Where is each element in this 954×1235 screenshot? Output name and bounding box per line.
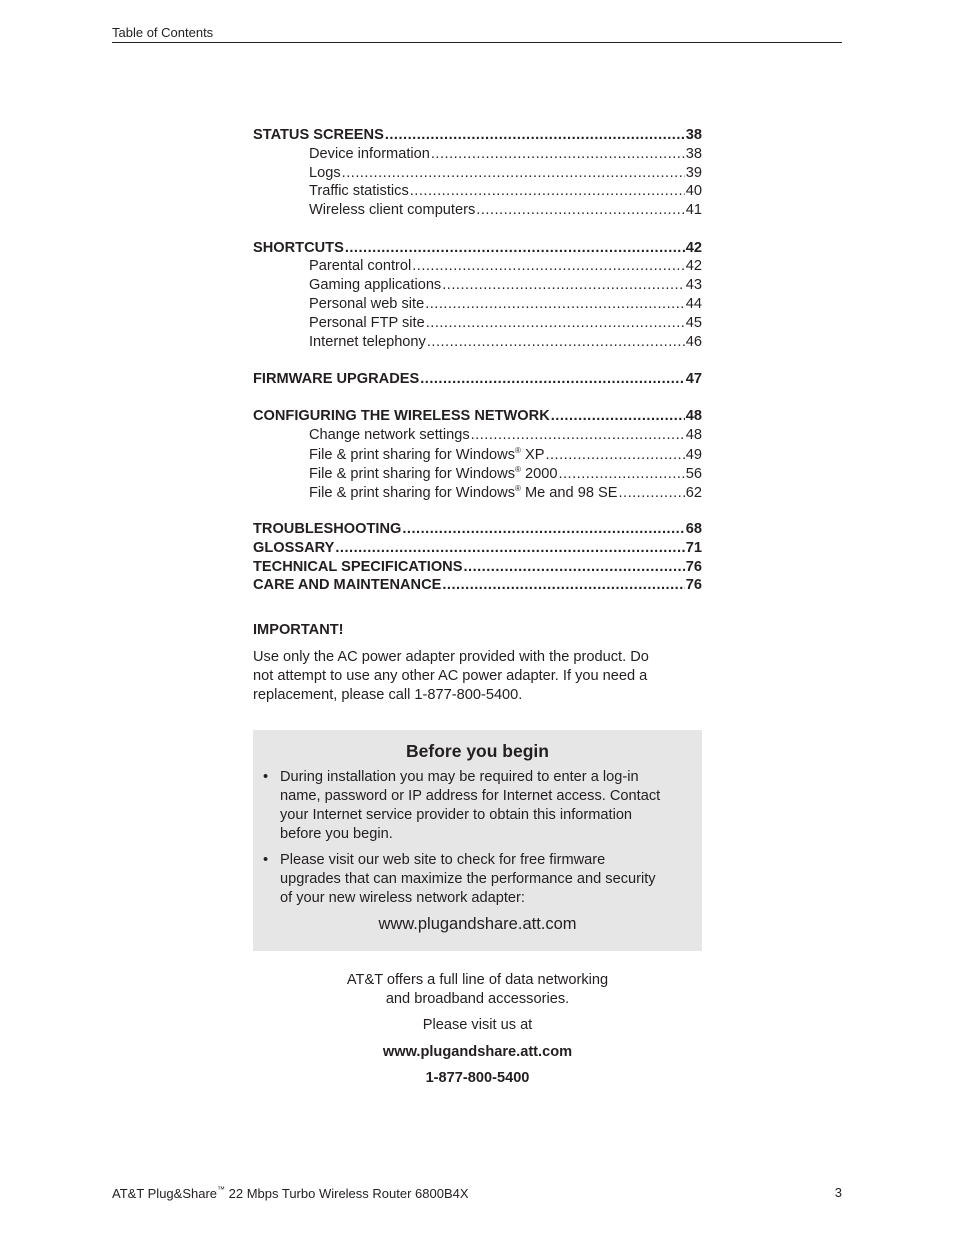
toc-entry-title: Change network settings [309, 427, 470, 444]
toc-entry-title: File & print sharing for Windows® XP [309, 445, 545, 463]
toc-entry-title: Traffic statistics [309, 183, 409, 200]
dot-leader [412, 258, 685, 274]
offer-text-line-1: AT&T offers a full line of data networking [346, 972, 609, 988]
product-name: AT&T Plug&Share™ 22 Mbps Turbo Wireless Router 6800B4X [112, 1185, 469, 1201]
dot-leader [442, 577, 684, 593]
toc-spacer [253, 502, 702, 521]
dot-leader [410, 183, 685, 199]
dot-leader [342, 165, 685, 181]
toc-page-number: 40 [685, 183, 702, 200]
toc-page-number: 46 [685, 333, 702, 350]
toc-page-number: 41 [685, 202, 702, 219]
toc-page-number: 44 [685, 295, 702, 312]
toc-entry-title: TROUBLESHOOTING [253, 520, 402, 537]
page-number: 3 [834, 1185, 842, 1200]
dot-leader [420, 371, 685, 387]
offer-text-line-2: and broadband accessories. [385, 991, 570, 1007]
toc-page-number: 76 [685, 577, 702, 594]
toc-page-number: 62 [685, 484, 702, 501]
dot-leader [385, 127, 685, 143]
dot-leader [545, 447, 684, 463]
toc-section-entry[interactable] [253, 240, 702, 259]
dot-leader [551, 408, 685, 424]
toc-entry-title: TECHNICAL SPECIFICATIONS [253, 558, 463, 575]
toc-entry-title: Device information [309, 145, 430, 162]
toc-subsection-entry[interactable] [253, 258, 702, 277]
toc-section-entry[interactable] [253, 408, 702, 427]
toc-entry-title: File & print sharing for Windows® Me and 98 SE [309, 483, 618, 501]
toc-subsection-entry[interactable] [253, 465, 702, 484]
toc-entry-title: Parental control [309, 258, 412, 275]
toc-entry-title: File & print sharing for Windows® 2000 [309, 464, 558, 482]
toc-subsection-entry[interactable] [253, 484, 702, 503]
dot-leader [463, 559, 684, 575]
toc-subsection-entry[interactable] [253, 277, 702, 296]
dot-leader [558, 466, 684, 482]
bullet-icon: • [263, 852, 269, 868]
visit-text: Please visit us at [422, 1017, 533, 1033]
toc-entry-title: CONFIGURING THE WIRELESS NETWORK [253, 408, 550, 425]
dot-leader [402, 521, 684, 537]
toc-subsection-entry[interactable] [253, 334, 702, 353]
list-item: • Please visit our web site to check for free firmware upgrades that can maximize the performance and security of your new wireless network adapter: [263, 852, 656, 906]
toc-subsection-entry[interactable] [253, 146, 702, 165]
toc-entry-title: GLOSSARY [253, 539, 335, 556]
list-item: • During installation you may be required to enter a log-in name, password or IP address for Internet access. Contact your Internet service provider to obtain this information before you begin. [263, 769, 661, 842]
toc-page-number: 48 [685, 427, 702, 444]
important-text: Use only the AC power adapter provided with the product. Do not attempt to use any other AC power adapter. If you need a replacement, please call 1-877-800-5400. [253, 649, 649, 703]
contact-url: www.plugandshare.att.com [382, 1044, 573, 1060]
table-of-contents [253, 127, 702, 596]
toc-section-entry[interactable] [253, 521, 702, 540]
toc-section-entry[interactable] [253, 127, 702, 146]
dot-leader [426, 315, 685, 331]
toc-section-entry[interactable] [253, 540, 702, 559]
important-heading: IMPORTANT! [253, 622, 344, 638]
toc-page-number: 42 [685, 258, 702, 275]
toc-page-number: 43 [685, 277, 702, 294]
toc-page-number: 38 [685, 145, 702, 162]
toc-entry-title: STATUS SCREENS [253, 127, 384, 143]
toc-entry-title: Wireless client computers [309, 202, 476, 219]
dot-leader [618, 485, 684, 501]
toc-spacer [253, 221, 702, 240]
toc-subsection-entry[interactable] [253, 296, 702, 315]
contact-phone: 1-877-800-5400 [425, 1070, 530, 1086]
toc-page-number: 68 [685, 520, 702, 537]
toc-entry-title: CARE AND MAINTENANCE [253, 577, 442, 594]
dot-leader [335, 540, 684, 556]
toc-page-number: 45 [685, 314, 702, 331]
toc-entry-title: FIRMWARE UPGRADES [253, 370, 420, 387]
box-title: Before you begin [406, 741, 549, 761]
toc-subsection-entry[interactable] [253, 446, 702, 465]
toc-spacer [253, 390, 702, 409]
page-footer [112, 1185, 842, 1201]
toc-page-number: 71 [685, 539, 702, 556]
toc-subsection-entry[interactable] [253, 202, 702, 221]
toc-page-number: 47 [685, 370, 702, 387]
before-you-begin-box [253, 730, 702, 951]
toc-section-entry[interactable] [253, 371, 702, 390]
toc-page-number: 49 [685, 446, 702, 463]
toc-entry-title: Personal FTP site [309, 314, 425, 331]
dot-leader [345, 240, 685, 256]
toc-entry-title: Logs [309, 164, 341, 181]
toc-spacer [253, 352, 702, 371]
toc-page-number: 42 [685, 239, 702, 256]
dot-leader [471, 427, 685, 443]
toc-page-number: 56 [685, 465, 702, 482]
toc-page-number: 76 [685, 558, 702, 575]
toc-entry-title: Internet telephony [309, 333, 426, 350]
toc-page-number: 38 [685, 127, 702, 143]
toc-entry-title: Personal web site [309, 295, 425, 312]
toc-page-number: 39 [685, 164, 702, 181]
website-url: www.plugandshare.att.com [378, 915, 577, 933]
running-header: Table of Contents [112, 25, 842, 43]
bullet-list [261, 768, 693, 915]
toc-entry-title: SHORTCUTS [253, 239, 344, 256]
toc-subsection-entry[interactable] [253, 183, 702, 202]
toc-section-entry[interactable] [253, 577, 702, 596]
dot-leader [427, 334, 685, 350]
contact-block [253, 971, 702, 1088]
toc-page-number: 48 [685, 408, 702, 425]
toc-entry-title: Gaming applications [309, 277, 442, 294]
toc-subsection-entry[interactable] [253, 315, 702, 334]
bullet-icon: • [263, 769, 269, 785]
dot-leader [442, 277, 685, 293]
toc-subsection-entry[interactable] [253, 165, 702, 184]
dot-leader [425, 296, 685, 312]
dot-leader [431, 146, 685, 162]
dot-leader [476, 202, 685, 218]
important-notice [253, 622, 702, 705]
toc-section-entry[interactable] [253, 559, 702, 578]
toc-subsection-entry[interactable] [253, 427, 702, 446]
